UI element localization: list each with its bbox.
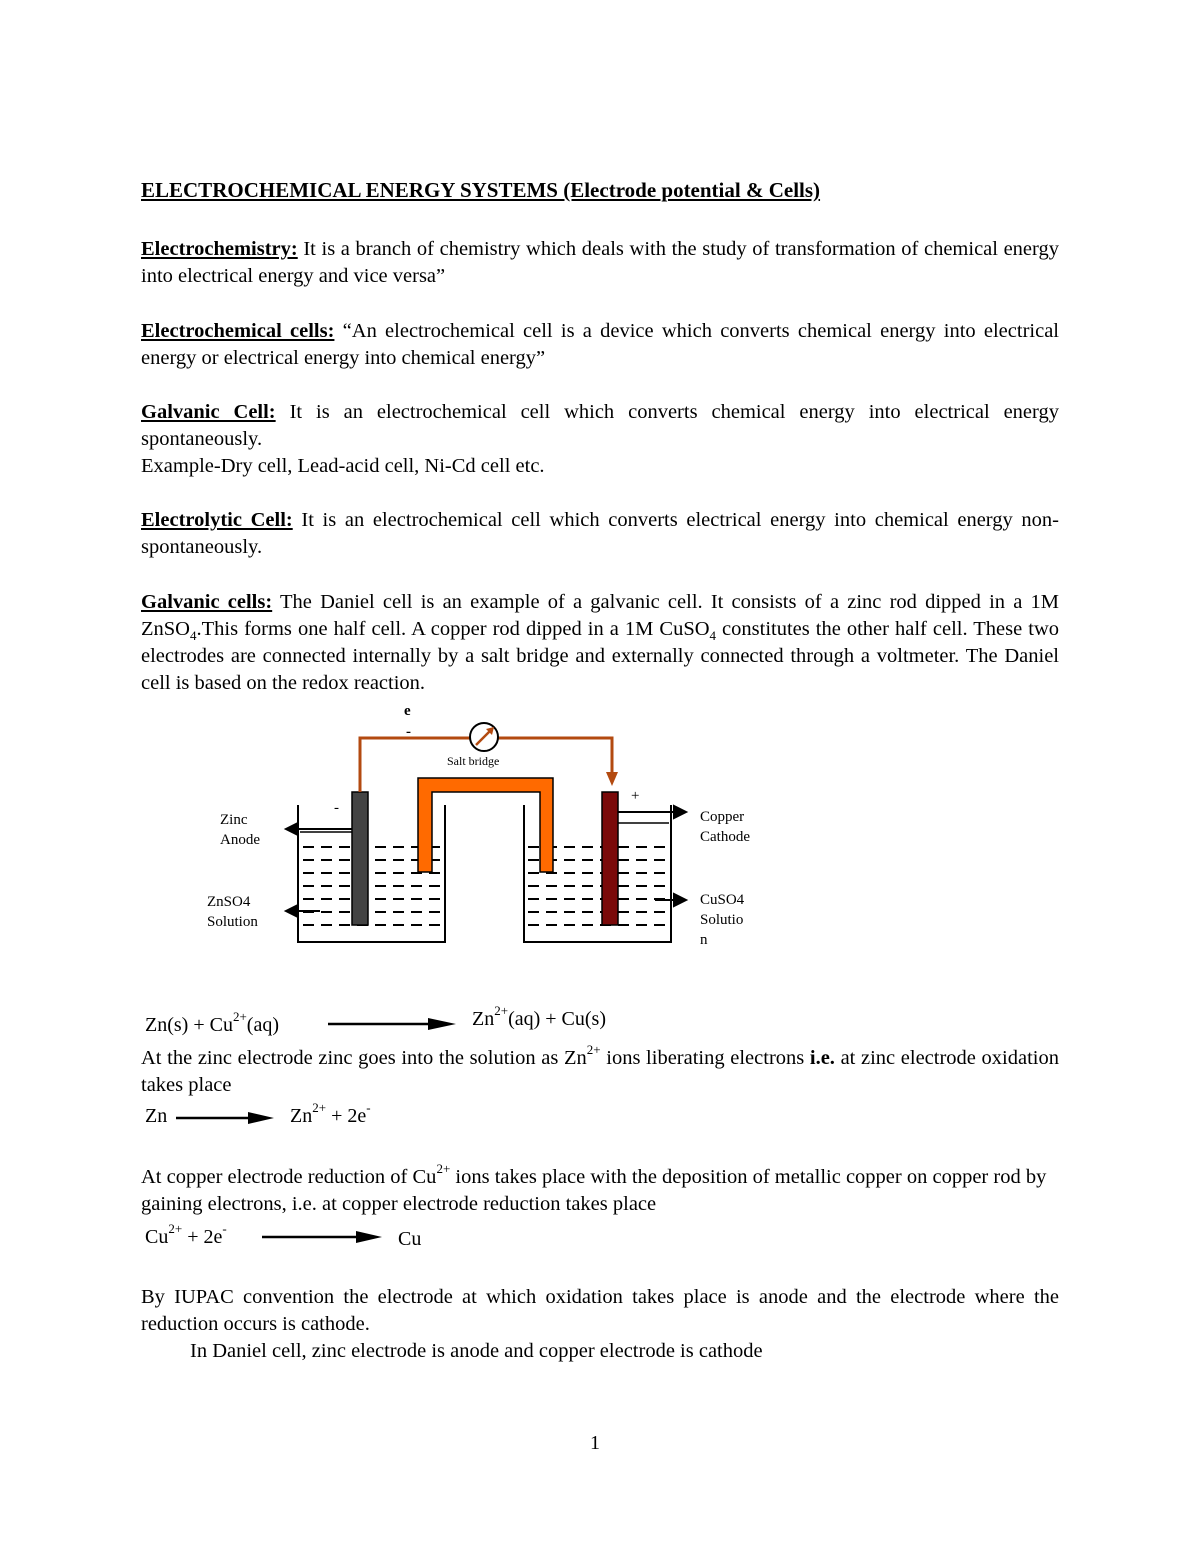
galvanic-example: Example-Dry cell, Lead-acid cell, Ni-Cd cell etc. (141, 455, 545, 477)
definition-electrochemistry: It is a branch of chemistry which deals with the study of transformation of chemical energy into electrical energy and vice versa” (141, 238, 1059, 287)
galvanic-cells-text-b: .This forms one half cell. A copper rod dipped in a 1M CuSO (196, 618, 710, 640)
term-electrolytic-cell: Electrolytic Cell: (141, 509, 293, 531)
zinc-rod (352, 792, 368, 925)
oxidation-reactant: Zn (145, 1105, 168, 1127)
zinc-text-sup: 2+ (586, 1042, 601, 1058)
overall-left-sup: 2+ (232, 1009, 247, 1025)
oxidation-products (290, 1100, 371, 1128)
anode-label: Anode (220, 832, 260, 848)
zinc-text-b: ions liberating electrons (600, 1047, 810, 1069)
copper-text-sup: 2+ (436, 1161, 451, 1177)
zinc-text-c: at zinc electrode oxidation takes place (141, 1047, 1059, 1096)
term-galvanic-cells: Galvanic cells: (141, 591, 273, 613)
oxidation-arrow (176, 1108, 276, 1128)
overall-right-sup: 2+ (494, 1003, 509, 1019)
term-galvanic-cell: Galvanic Cell: (141, 401, 276, 423)
term-electrochemistry: Electrochemistry: (141, 238, 298, 260)
zinc-text-ie: i.e. (809, 1047, 835, 1069)
copper-rod (602, 792, 618, 925)
page-title: ELECTROCHEMICAL ENERGY SYSTEMS (Electrode potential & Cells) (141, 178, 821, 202)
overall-reaction-right (472, 1003, 606, 1031)
salt-bridge (418, 778, 553, 872)
red-left-electron-sup: - (222, 1221, 227, 1237)
zinc-text-a: At the zinc electrode zinc goes into the solution as Zn (141, 1047, 587, 1069)
galvanic-cells-text-c: constitutes the other half cell. These two electrodes are connected internally by a salt bridge and externally connected through a voltmeter. The Daniel cell is based on the redox reaction. (141, 618, 1060, 694)
right-label-arrows (618, 806, 686, 906)
subscript-4-cuso4: 4 (709, 628, 717, 644)
galvanic-cells-text-a: The Daniel cell is an example of a galvanic cell. It consists of a zinc rod dipped in a 1M ZnSO (141, 591, 1059, 640)
znso4-solution-label: Solution (207, 914, 258, 930)
paragraph-zinc-oxidation (141, 1042, 1059, 1099)
red-left-text: Cu (145, 1226, 169, 1248)
left-label-arrows (286, 823, 352, 917)
zinc-label: Zinc (220, 812, 248, 828)
salt-bridge-label: Salt bridge (447, 754, 500, 768)
copper-label: Copper (700, 809, 745, 825)
paragraph-iupac: By IUPAC convention the electrode at which oxidation takes place is anode and the electrode where the reduction occurs is cathode. (141, 1286, 1059, 1335)
term-electrochemical-cells: Electrochemical cells: (141, 320, 335, 342)
cathode-label: Cathode (700, 829, 750, 845)
reduction-product: Cu (398, 1228, 422, 1250)
overall-left-text: Zn(s) + Cu (145, 1014, 233, 1036)
reduction-arrow (262, 1227, 384, 1247)
ox-right-sup: 2+ (312, 1100, 327, 1116)
definition-galvanic-cell: It is an electrochemical cell which converts chemical energy into electrical energy spontaneously. (141, 401, 1059, 450)
cathode-plus-sign: + (631, 788, 640, 804)
red-left-sup: 2+ (168, 1221, 183, 1237)
ox-right-text: Zn (290, 1105, 313, 1127)
anode-minus-sign: - (334, 800, 339, 816)
cuso4-label: CuSO4 (700, 892, 745, 908)
overall-reaction-arrow (328, 1014, 458, 1034)
cuso4-n-label: n (700, 932, 708, 948)
electron-label: e (404, 703, 411, 719)
overall-left-state: (aq) (246, 1014, 279, 1036)
overall-reaction-left (145, 1009, 279, 1037)
overall-right-products: (aq) + Cu(s) (508, 1008, 606, 1030)
definition-electrochemical-cells: “An electrochemical cell is a device which converts chemical energy into electrical energy or electrical energy into chemical energy” (141, 320, 1059, 369)
reduction-reactants (145, 1221, 227, 1249)
cuso4-solutio-label: Solutio (700, 912, 744, 928)
paragraph-daniel-cell: In Daniel cell, zinc electrode is anode and copper electrode is cathode (190, 1340, 763, 1362)
znso4-label: ZnSO4 (207, 894, 251, 910)
copper-text-b: ions takes place with the deposition of metallic copper on copper rod by gaining electrons, i.e. at copper electrode reduction takes place (141, 1166, 1047, 1215)
wire-arrow-head (606, 772, 618, 786)
definition-electrolytic-cell: It is an electrochemical cell which converts electrical energy into chemical energy non-spontaneously. (141, 509, 1059, 558)
red-left-electrons: + 2e (182, 1226, 223, 1248)
page-number: 1 (590, 1432, 600, 1454)
copper-text-a: At copper electrode reduction of Cu (141, 1166, 437, 1188)
electron-sign: - (406, 724, 411, 740)
paragraph-copper-reduction (141, 1161, 1059, 1218)
ox-right-electrons: + 2e (326, 1105, 367, 1127)
ox-right-electron-sup: - (366, 1100, 371, 1116)
subscript-4-znso4: 4 (189, 628, 197, 644)
overall-right-text: Zn (472, 1008, 495, 1030)
